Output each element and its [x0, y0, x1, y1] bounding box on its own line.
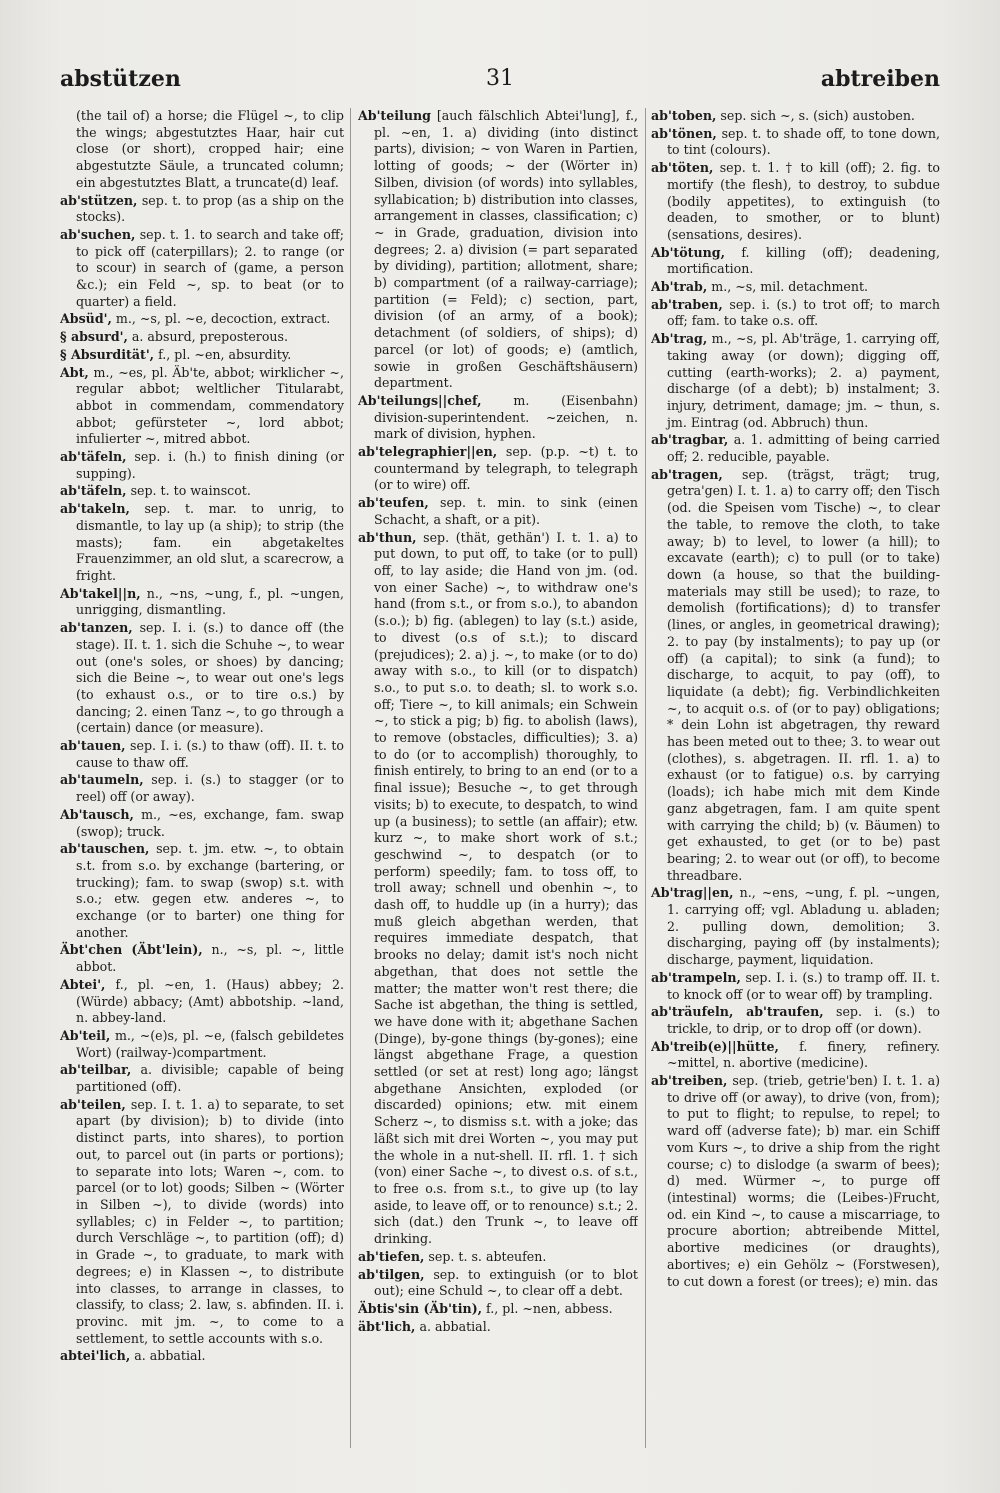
entry-definition: sep. (trieb, getrie'ben) I. t. 1. a) to drive off (or away), to drive (von, from); to put to flight; to repulse, to repel; to ward off (adverse fate); b) mar. ein Schiff vom Kurs ~, to drive a ship from the right course; c) to dislodge (a swarm of bees); d) med. Würmer ~, to purge off (intestinal) worms; die (Leibes-)Frucht, od. ein Kind ~, to cause a miscarriage, to procure abortion; abtreibende Mittel, abortive medicines (or draughts), abortives; e) ein Gehölz ~ (Forstwesen), to cut down a forest (or trees); e) min. das: [667, 1073, 940, 1289]
entry-headword: Ab'takel||n,: [60, 585, 141, 601]
entry-definition: m., ~es, pl. Äb'te, abbot; wirklicher ~, regular abbot; weltlicher Titularabt, abbot in commendam, commendatory abbot; gefürsteter ~, lord abbot; infulierter ~, mitred abbot.: [76, 364, 344, 447]
dictionary-entry: [358, 108, 638, 392]
dictionary-entry: [651, 245, 940, 278]
entry-headword: § Absurdität',: [60, 346, 155, 362]
dictionary-entry: [651, 297, 940, 330]
entry-definition: sep. sich ~, s. (sich) austoben.: [720, 108, 915, 123]
dictionary-entry: [60, 977, 344, 1027]
entry-definition: m., ~(e)s, pl. ~e, (falsch gebildetes Wort) (railway-)compartment.: [76, 1027, 344, 1060]
dictionary-entry: [60, 108, 344, 192]
dictionary-entry: [60, 1028, 344, 1061]
entry-definition: sep. t. to prop (as a ship on the stocks).: [76, 192, 344, 225]
dictionary-entry: [358, 1301, 638, 1318]
dictionary-entry: [651, 467, 940, 885]
entry-headword: Ab'trab,: [651, 279, 708, 295]
dictionary-entry: [60, 738, 344, 771]
entry-headword: Ab'trag||en,: [651, 885, 734, 901]
entry-headword: Ab'teil,: [60, 1027, 111, 1043]
dictionary-entry: [60, 227, 344, 311]
entry-headword: ab'tanzen,: [60, 620, 133, 636]
dictionary-entry: [651, 1039, 940, 1072]
entry-headword: ab'tönen,: [651, 125, 717, 141]
entry-headword: ab'teilen,: [60, 1096, 126, 1112]
dictionary-entry: [358, 495, 638, 528]
entry-headword: ab'tragen,: [651, 466, 723, 482]
dictionary-entry: [358, 1267, 638, 1300]
entry-headword: ab'teilbar,: [60, 1062, 132, 1078]
entry-definition: sep. i. (h.) to finish dining (or supping).: [76, 449, 344, 481]
dictionary-entry: [651, 331, 940, 431]
entry-definition: sep. I. i. (s.) to thaw (off). II. t. to cause to thaw off.: [76, 738, 344, 770]
column-rule: [350, 108, 351, 1448]
entry-headword: ab'tauen,: [60, 738, 126, 754]
entry-headword: ab'stützen,: [60, 192, 138, 208]
entry-headword: ab'träufeln, ab'traufen,: [651, 1004, 824, 1020]
entry-definition: sep. i. (s.) to trot off; to march off; fam. to take o.s. off.: [667, 296, 940, 329]
column-2: [358, 108, 638, 1448]
dictionary-entry: [651, 279, 940, 296]
entry-definition: m., ~es, exchange, fam. swap (swop); truck.: [76, 806, 344, 839]
entry-definition: sep. I. i. (s.) to dance off (the stage). II. t. 1. sich die Schuhe ~, to wear out (one's soles, or shoes) by dancing; sich die Beine ~, to wear out one's legs (to exhaust o.s., or to tire o.s.) by dancing; 2. einen Tanz ~, to go through a (certain) dance (or measure).: [76, 620, 344, 736]
entry-definition: sep. t. to wainscot.: [130, 483, 251, 499]
entry-headword: ab'tiefen,: [358, 1248, 425, 1264]
entry-definition: n., ~s, pl. ~, little abbot.: [76, 942, 344, 975]
entry-definition: a. abbatial.: [134, 1348, 206, 1364]
column-3: [651, 108, 940, 1448]
text-columns: [60, 108, 940, 1448]
dictionary-entry: [358, 1249, 638, 1266]
dictionary-entry: [651, 126, 940, 159]
entry-definition: n., ~ens, ~ung, f. pl. ~ungen, 1. carrying off; vgl. Abladung u. abladen; 2. pulling down, demolition; 3. discharging, paying off (by instalments); discharge, payment, liquidation.: [667, 885, 940, 968]
entry-definition: sep. I. t. 1. a) to separate, to set apart (by division); b) to divide (into distinct parts, into shares), to portion out, to parcel out (in parts or portions); to separate into lots; Waren ~, com. to parcel (or to lot) goods; Silben ~ (Wörter in Silben ~), to divide (words) into syllables; c) in Felder ~, to partition; durch Verschläge ~, to partition (off); d) in Grade ~, to graduate, to mark with degrees; e) in Klassen ~, to distribute into classes, to arrange in classes, to classify, to class; 2. law, s. abfinden. II. i. provinc. mit jm. ~, to come to a settlement, to settle accounts with s.o.: [76, 1096, 344, 1346]
dictionary-entry: [60, 329, 344, 346]
entry-headword: Ab'teilung: [358, 108, 431, 123]
entry-definition: sep. (p.p. ~t) t. to countermand by telegraph, to telegraph (or to wire) off.: [374, 444, 638, 493]
entry-definition: a. abbatial.: [419, 1318, 491, 1334]
entry-headword: Ab'tausch,: [60, 806, 134, 822]
entry-definition: sep. t. s. abteufen.: [428, 1248, 547, 1264]
entry-definition: sep. t. jm. etw. ~, to obtain s.t. from s.o. by exchange (bartering, or trucking); fam. to swap (swop) s.t. with s.o.; etw. gegen etw. anderes ~, to exchange (or to barter) one thing for another.: [76, 841, 344, 940]
entry-definition: a. absurd, preposterous.: [131, 329, 288, 345]
entry-definition: m. (Eisenbahn) division-superintendent. ~zeichen, n. mark of division, hyphen.: [374, 392, 638, 442]
dictionary-entry: [60, 620, 344, 737]
entry-headword: ab'toben,: [651, 108, 717, 123]
entry-headword: ab'treiben,: [651, 1073, 728, 1089]
entry-definition: [auch fälschlich Abtei'lung], f., pl. ~en, 1. a) dividing (into distinct parts), division; ~ von Waren in Partien, lotting of goods; ~ der (Wörter in) Silben, division (of words) into syllables, syllabication; b) distribution into classes, arrangement in classes, classification; c) ~ in Grade, graduation, division into degrees; 2. a) division (= part separated by dividing), partition; allotment, share; b) compartment (of a railway-carriage); partition (= Feld); c) section, part, division (of an army, of a book); detachment (of soldiers, of ships); d) parcel (or lot) of goods; e) (amtlich, sowie in großen Geschäftshäusern) department.: [374, 108, 638, 391]
entry-definition: m., ~s, mil. detachment.: [711, 279, 869, 295]
entry-definition: sep. t. min. to sink (einen Schacht, a shaft, or a pit).: [374, 495, 638, 527]
entry-headword: § absurd',: [60, 329, 128, 345]
entry-definition: sep. to extinguish (or to blot out); eine Schuld ~, to clear off a debt.: [374, 1266, 638, 1299]
column-rule: [645, 108, 646, 1448]
entry-definition: f., pl. ~en, absurdity.: [158, 346, 292, 362]
entry-definition: sep. t. mar. to unrig, to dismantle, to lay up (a ship); to strip (the masts); fam. ein abgetakeltes Frauenzimmer, an old slut, a scarecrow, a fright.: [76, 501, 344, 583]
dictionary-entry: [651, 160, 940, 244]
entry-headword: ab'thun,: [358, 529, 417, 545]
dictionary-entry: [60, 1097, 344, 1348]
entry-definition: (the tail of) a horse; die Flügel ~, to clip the wings; abgestutztes Haar, hair cut close (or short), cropped hair; eine abgestutzte Säule, a truncated column; ein abgestutztes Blatt, a truncate(d) leaf.: [76, 108, 344, 190]
entry-headword: äbt'lich,: [358, 1318, 416, 1334]
dictionary-entry: [651, 108, 940, 125]
entry-definition: f., pl. ~en, 1. (Haus) abbey; 2. (Würde) abbacy; (Amt) abbotship. ~land, n. abbey-land.: [76, 976, 344, 1026]
dictionary-entry: [60, 347, 344, 364]
entry-headword: ab'tilgen,: [358, 1266, 425, 1282]
entry-definition: sep. t. to shade off, to tone down, to tint (colours).: [667, 125, 940, 158]
dictionary-entry: [60, 193, 344, 226]
entry-definition: a. divisible; capable of being partitioned (off).: [76, 1062, 344, 1095]
dictionary-entry: [651, 885, 940, 969]
entry-definition: sep. I. i. (s.) to tramp off. II. t. to knock off (or to wear off) by trampling.: [667, 969, 940, 1002]
entry-definition: a. 1. admitting of being carried off; 2. reducible, payable.: [667, 432, 940, 465]
dictionary-entry: [60, 807, 344, 840]
page-header: [60, 60, 940, 100]
entry-headword: abtei'lich,: [60, 1348, 131, 1364]
column-1: [60, 108, 344, 1448]
dictionary-entry: [60, 483, 344, 500]
dictionary-entry: [651, 1073, 940, 1290]
dictionary-entry: [60, 501, 344, 585]
dictionary-entry: [60, 586, 344, 619]
entry-headword: Äbtis'sin (Äb'tin),: [358, 1300, 483, 1316]
dictionary-entry: [651, 432, 940, 465]
entry-definition: sep. (trägst, trägt; trug, getra'gen) I. t. 1. a) to carry off; den Tisch (od. die Speisen vom Tische) ~, to clear the table, to remove the cloth, to take away; b) to level, to lower (a hill); to excavate (earth); c) to pull (or to take) down (a house, so that the building-materials may still be used); to raze, to demolish (fortifications); d) to transfer (lines, or angles, in geometrical drawing); 2. to pay (by instalments); to pay up (or off) (a capital); to sink (a fund); to discharge, to acquit, to pay (off), to liquidate (a debt); fig. Verbindlichkeiten ~, to acquit o.s. of (or to pay) obligations; * dein Lohn ist abgetragen, thy reward has been meted out to thee; 3. to wear out (clothes), s. abgetragen. II. rfl. 1. a) to exhaust (or to fatigue) o.s. by carrying (loads); ich habe mich mit dem Kinde ganz abgetragen, fam. I am quite spent with carrying the child; b) (v. Bäumen) to get exhausted, to get (or to be) past bearing; 2. to wear out (or off), to become threadbare.: [667, 466, 940, 883]
dictionary-entry: [651, 970, 940, 1003]
entry-headword: ab'tragbar,: [651, 432, 729, 448]
entry-headword: Abtei',: [60, 976, 106, 992]
entry-headword: ab'takeln,: [60, 501, 130, 517]
dictionary-entry: [60, 841, 344, 941]
dictionary-entry: [60, 311, 344, 328]
entry-definition: f. finery, refinery. ~mittel, n. abortive (medicine).: [667, 1038, 940, 1071]
entry-headword: ab'traben,: [651, 296, 723, 312]
entry-definition: sep. (thät, gethän') I. t. 1. a) to put down, to put off, to take (or to pull) off, to lay aside; die Hand von jm. (od. von einer Sache) ~, to withdraw one's hand (from s.t., or from s.o.), to abandon (s.o.); b) fig. (ablegen) to lay (s.t.) aside, to divest (o.s of s.t.); to discard (prejudices); 2. a) j. ~, to make (or to do) away with s.o., to kill (or to dispatch) s.o., to put s.o. to death; sl. to work s.o. off; Tiere ~, to kill animals; ein Schwein ~, to stick a pig; b) fig. to abolish (laws), to remove (obstacles, difficulties); 3. a) to do (or to accomplish) thoroughly, to finish entirely, to bring to an end (or to a final issue); Besuche ~, to get through visits; b) to execute, to despatch, to wind up (a business); to settle (an affair); etw. kurz ~, to make short work of s.t.; geschwind ~, to despatch (or to perform) speedily; fam. to toss off, to troll away; schnell und obenhin ~, to dash off, to huddle up (in a hurry); das muß gleich abgethan werden, that requires immediate despatch, that brooks no delay; damit ist's noch nicht abgethan, that does not settle the matter; the matter won't rest there; die Sache ist abgethan, the thing is settled, we have done with it; abgethane Sachen (Dinge), by-gone things (by-gones); eine längst abgethane Frage, a question settled (or set at rest) long ago; längst abgethane Ansichten, exploded (or discarded) opinions; etw. mit einem Scherz ~, to dismiss s.t. with a joke; das läßt sich mit drei Worten ~, you may put the whole in a nut-shell. II. rfl. 1. † sich (von) einer Sache ~, to divest o.s. of s.t., to free o.s. from s.t., to give up (to lay aside, to leave off, or to renounce) s.t.; 2. sich (dat.) den Trunk ~, to leave off drinking.: [374, 529, 638, 1247]
entry-headword: Ab'teilungs||chef,: [358, 392, 482, 408]
entry-definition: sep. t. 1. to search and take off; to pick off (caterpillars); 2. to range (or to scour) in search of (game, a person &c.); ein Feld ~, sp. to beat (or to quarter) a field.: [76, 226, 344, 309]
entry-headword: Äbt'chen (Äbt'lein),: [60, 942, 203, 958]
dictionary-entry: [358, 393, 638, 443]
running-head-left: abstützen: [60, 66, 181, 92]
entry-headword: ab'suchen,: [60, 226, 136, 242]
dictionary-entry: [60, 942, 344, 975]
entry-definition: n., ~ns, ~ung, f., pl. ~ungen, unrigging, dismantling.: [76, 585, 344, 618]
dictionary-entry: [358, 444, 638, 494]
entry-definition: sep. t. 1. † to kill (off); 2. fig. to mortify (the flesh), to destroy, to subdue (bodily appetites), to extinguish (to deaden, to smother, or to blunt) (sensations, desires).: [667, 160, 940, 242]
dictionary-entry: [60, 1062, 344, 1095]
dictionary-entry: [60, 449, 344, 482]
page-number: 31: [486, 66, 514, 91]
dictionary-entry: [60, 1348, 344, 1365]
dictionary-entry: [60, 365, 344, 449]
entry-definition: sep. i. (s.) to stagger (or to reel) off (or away).: [76, 772, 344, 805]
entry-headword: ab'teufen,: [358, 495, 429, 511]
entry-definition: f. killing (off); deadening, mortification.: [667, 244, 940, 277]
dictionary-entry: [358, 530, 638, 1248]
entry-headword: Ab'tötung,: [651, 244, 725, 260]
entry-headword: ab'täfeln,: [60, 483, 127, 499]
entry-headword: ab'trampeln,: [651, 969, 741, 985]
dictionary-entry: [358, 1319, 638, 1336]
entry-headword: Absüd',: [60, 311, 112, 327]
entry-headword: ab'tauschen,: [60, 841, 150, 857]
entry-definition: m., ~s, pl. Ab'träge, 1. carrying off, taking away (or down); digging off, cutting (earth-works); 2. a) payment, discharge (of a debt); b) instalment; 3. injury, detriment, damage; jm. ~ thun, s. jm. Eintrag (od. Abbruch) thun.: [667, 331, 940, 430]
entry-headword: ab'töten,: [651, 160, 714, 176]
entry-headword: ab'telegraphier||en,: [358, 444, 498, 460]
entry-headword: Abt,: [60, 364, 89, 380]
entry-headword: Ab'treib(e)||hütte,: [651, 1038, 779, 1054]
running-head-right: abtreiben: [820, 66, 940, 92]
entry-headword: Ab'trag,: [651, 331, 708, 347]
entry-definition: sep. i. (s.) to trickle, to drip, or to drop off (or down).: [667, 1004, 940, 1036]
dictionary-entry: [60, 772, 344, 805]
dictionary-entry: [651, 1004, 940, 1037]
entry-definition: f., pl. ~nen, abbess.: [486, 1300, 613, 1316]
entry-headword: ab'täfeln,: [60, 449, 127, 465]
entry-headword: ab'taumeln,: [60, 772, 144, 788]
entry-definition: m., ~s, pl. ~e, decoction, extract.: [115, 311, 331, 327]
